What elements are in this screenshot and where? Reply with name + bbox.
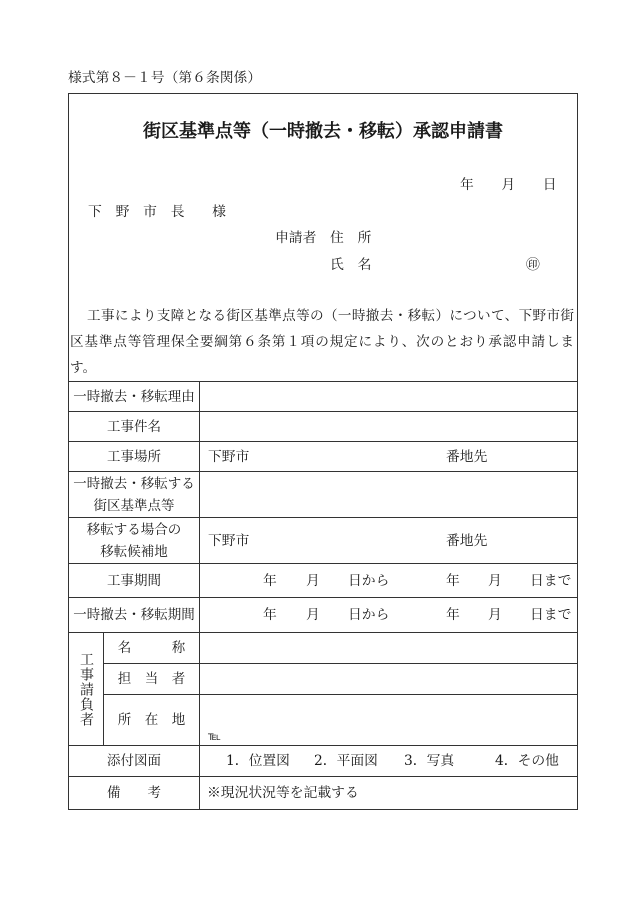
target-points-label-line-1: 一時撤去・移転する [73, 475, 195, 492]
removal-period-end-year: 年 [446, 607, 460, 623]
body-line-3: す。 [70, 360, 97, 376]
work-name-label-text: 工事件名 [107, 418, 161, 435]
remarks-label-text: 備 考 [107, 785, 161, 801]
form-title: 街区基準点等（一時撤去・移転）承認申請書 [143, 121, 503, 142]
work-location-value [199, 442, 577, 471]
attachment-item-4: 4．その他 [495, 753, 559, 769]
relocation-site-label-line-1: 移転する場合の [86, 521, 182, 538]
contractor-group-label [69, 633, 103, 745]
seal-mark: ㊞ [526, 257, 540, 273]
applicant-address-label: 住 所 [330, 230, 372, 246]
attachments-value [199, 746, 577, 776]
row-remarks [69, 776, 577, 809]
body-line-1: 工事により支障となる街区基準点等の（一時撤去・移転）について、下野市街 [87, 308, 574, 324]
row-attachments [69, 745, 577, 776]
contractor-person-label-text: 担 当 者 [117, 671, 186, 687]
work-period-label [69, 564, 199, 597]
work-location-suffix: 番地先 [446, 448, 488, 465]
work-location-city: 下野市 [208, 448, 250, 465]
date-line: 年 月 日 [460, 177, 557, 193]
work-period-value [199, 564, 577, 597]
row-target-points [69, 471, 577, 517]
remarks-value-text: ※現況状況等を記載する [207, 785, 359, 801]
relocation-site-suffix: 番地先 [446, 532, 488, 549]
work-period-end-day: 日まで [530, 572, 572, 589]
work-location-label [69, 442, 199, 471]
row-contractor-person [104, 663, 577, 694]
target-points-label [69, 472, 199, 517]
removal-period-end-day: 日まで [530, 607, 572, 623]
relocation-site-city: 下野市 [208, 532, 250, 549]
application-table [69, 381, 577, 809]
contractor-person-label [104, 664, 199, 694]
row-contractor-group [69, 632, 577, 745]
row-relocation-site [69, 517, 577, 563]
contractor-address-label [104, 695, 199, 745]
target-points-label-line-2: 街区基準点等 [93, 497, 175, 514]
row-contractor-address [104, 694, 577, 745]
removal-period-end-month: 月 [488, 607, 502, 623]
contractor-tel-label: ℡ [208, 729, 221, 743]
row-work-location [69, 441, 577, 471]
attachments-label-text: 添付図面 [107, 753, 161, 769]
removal-period-label [69, 598, 199, 632]
contractor-group-label-text: 工事請負者 [78, 651, 94, 727]
relocation-site-label-line-2: 移転候補地 [100, 543, 168, 560]
contractor-person-value [199, 664, 577, 694]
removal-reason-value [199, 382, 577, 411]
work-period-start-day: 日から [348, 572, 390, 589]
work-name-value [199, 412, 577, 441]
work-period-start-month: 月 [306, 572, 320, 589]
removal-period-start-month: 月 [306, 607, 320, 623]
row-work-period [69, 563, 577, 597]
attachment-item-1: 1．位置図 [226, 753, 290, 769]
addressee: 下 野 市 長 様 [88, 204, 226, 220]
work-period-end-year: 年 [446, 572, 460, 589]
removal-period-start-day: 日から [348, 607, 390, 623]
row-removal-reason [69, 381, 577, 411]
applicant-label: 申請者 [275, 230, 317, 246]
body-line-2: 区基準点等管理保全要綱第６条第１項の規定により、次のとおり承認申請しま [70, 334, 574, 350]
contractor-name-label [104, 633, 199, 663]
work-period-label-text: 工事期間 [107, 572, 161, 589]
attachments-label [69, 746, 199, 776]
work-name-label [69, 412, 199, 441]
relocation-site-value [199, 518, 577, 563]
form-number: 様式第８－１号（第６条関係） [68, 70, 262, 86]
remarks-value [199, 777, 577, 809]
contractor-address-value [199, 695, 577, 745]
removal-period-label-text: 一時撤去・移転期間 [73, 607, 195, 623]
removal-reason-label [69, 382, 199, 411]
contractor-name-label-text: 名 称 [117, 640, 186, 656]
contractor-name-value [199, 633, 577, 663]
attachment-item-2: 2．平面図 [314, 753, 378, 769]
work-period-start-year: 年 [263, 572, 277, 589]
contractor-group-body [103, 633, 577, 745]
row-work-name [69, 411, 577, 441]
removal-reason-label-text: 一時撤去・移転理由 [73, 388, 195, 405]
removal-period-value [199, 598, 577, 632]
work-period-end-month: 月 [488, 572, 502, 589]
row-contractor-name [104, 633, 577, 663]
removal-period-start-year: 年 [263, 607, 277, 623]
applicant-name-label: 氏 名 [330, 257, 372, 273]
contractor-address-label-text: 所 在 地 [117, 712, 186, 728]
target-points-value [199, 472, 577, 517]
attachment-item-3: 3．写真 [404, 753, 455, 769]
work-location-label-text: 工事場所 [107, 448, 161, 465]
remarks-label [69, 777, 199, 809]
relocation-site-label [69, 518, 199, 563]
row-removal-period [69, 597, 577, 632]
